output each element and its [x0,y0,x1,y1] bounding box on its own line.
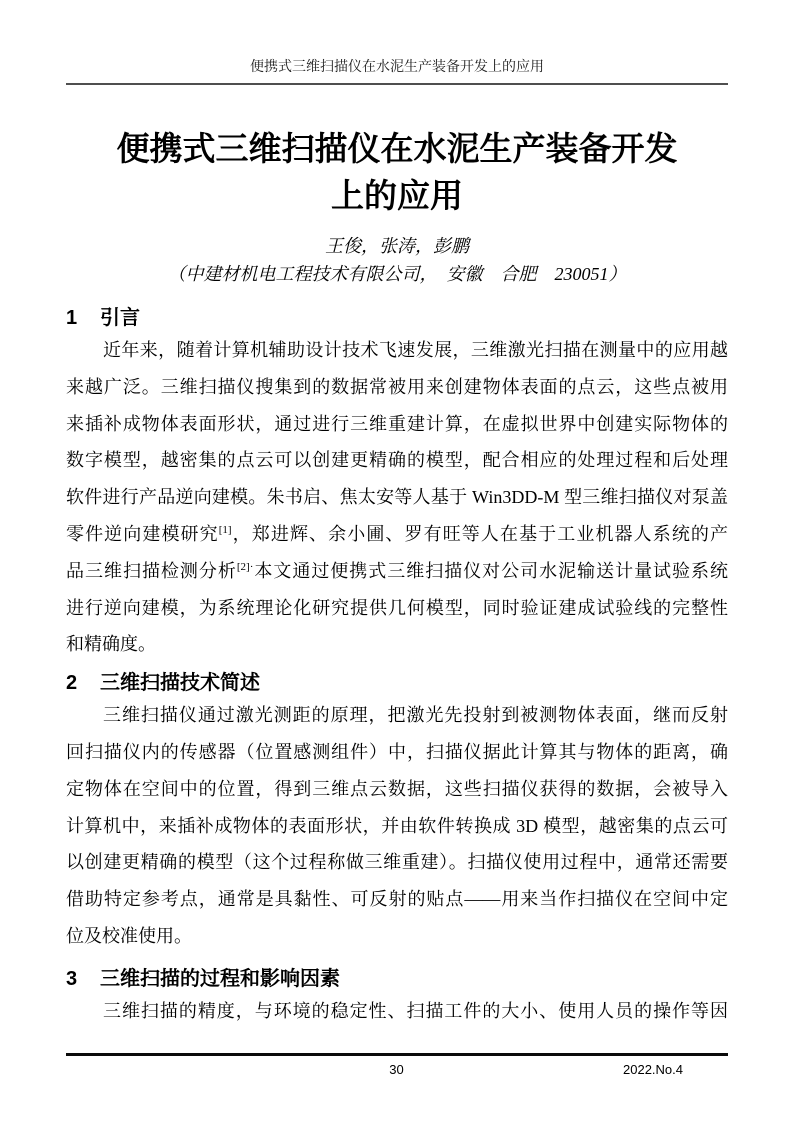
running-header [66,58,728,85]
section-number: 1 [66,307,78,329]
body-line: 和精确度。 [66,634,156,655]
body-line: 定物体在空间中的位置，得到三维点云数据，这些扫描仪获得的数据，会被导入 [66,778,728,799]
paragraph-2 [66,697,728,955]
body-line: 以创建更精确的模型（这个过程称做三维重建）。扫描仪使用过程中，通常还需要 [66,852,728,873]
body-text: 本文通过便携式三维扫描仪对公司水泥输送计量试验系统 [253,560,729,581]
section-heading-2 [66,669,728,697]
page-number: 30 [389,1062,404,1077]
running-header-title: 便携式三维扫描仪在水泥生产装备开发上的应用 [250,60,544,75]
section-heading-3 [66,965,728,993]
body-line: 来插补成物体表面形状，通过进行三维重建计算，在虚拟世界中创建实际物体的 [66,413,728,434]
body-line: 数字模型，越密集的点云可以创建更精确的模型，配合相应的处理过程和后处理 [66,450,728,471]
body-line: 进行逆向建模，为系统理论化研究提供几何模型，同时验证建成试验线的完整性 [66,597,728,618]
affiliation: （中建材机电工程技术有限公司， 安徽 合肥 230051） [167,264,627,284]
body-text: ，郑进辉、余小圃、罗有旺等人在基于工业机器人系统的产 [231,523,729,544]
body-line: 近年来，随着计算机辅助设计技术飞速发展，三维激光扫描在测量中的应用越 [103,340,728,360]
section-title: 引言 [100,307,140,329]
body-line: 来越广泛。三维扫描仪搜集到的数据常被用来创建物体表面的点云，这些点被用 [66,376,728,397]
paragraph-3 [66,993,728,1030]
citation-superscript-2: [2]· [236,560,254,573]
article-title-line1: 便携式三维扫描仪在水泥生产装备开发 [116,130,678,167]
body-line: 软件进行产品逆向建模。朱书启、焦太安等人基于 Win3DD-M 型三维扫描仪对泵盖 [66,487,728,508]
section-number: 2 [66,672,78,695]
article-title-line2: 上的应用 [331,177,463,214]
body-line: 借助特定参考点，通常是具黏性、可反射的贴点——用来当作扫描仪在空间中定 [66,889,728,910]
body-line: 计算机中，来插补成物体的表面形状，并由软件转换成 3D 模型，越密集的点云可 [66,815,728,836]
content-column [66,0,728,1030]
section-title: 三维扫描的过程和影响因素 [100,967,340,990]
paragraph-1 [66,332,728,663]
body-line: 位及校准使用。 [66,925,192,946]
section-title: 三维扫描技术简述 [100,672,260,695]
footer-rule [66,1053,728,1056]
body-text: 品三维扫描检测分析 [66,560,237,581]
section-number: 3 [66,967,78,990]
authors: 王俊，张涛，彭鹏 [325,236,469,256]
body-line: 三维扫描的精度，与环境的稳定性、扫描工件的大小、使用人员的操作等因 [103,1000,728,1021]
citation-superscript-1: [1] [218,523,232,536]
body-line [66,516,728,553]
body-line: 回扫描仪内的传感器（位置感测组件）中，扫描仪据此计算其与物体的距离，确 [66,741,728,762]
body-line [66,553,728,590]
article-title [66,125,728,219]
issue-number: 2022.No.4 [623,1062,683,1077]
body-line: 三维扫描仪通过激光测距的原理，把激光先投射到被测物体表面，继而反射 [103,705,728,726]
section-heading-1 [66,304,728,332]
body-text: 零件逆向建模研究 [66,523,219,544]
